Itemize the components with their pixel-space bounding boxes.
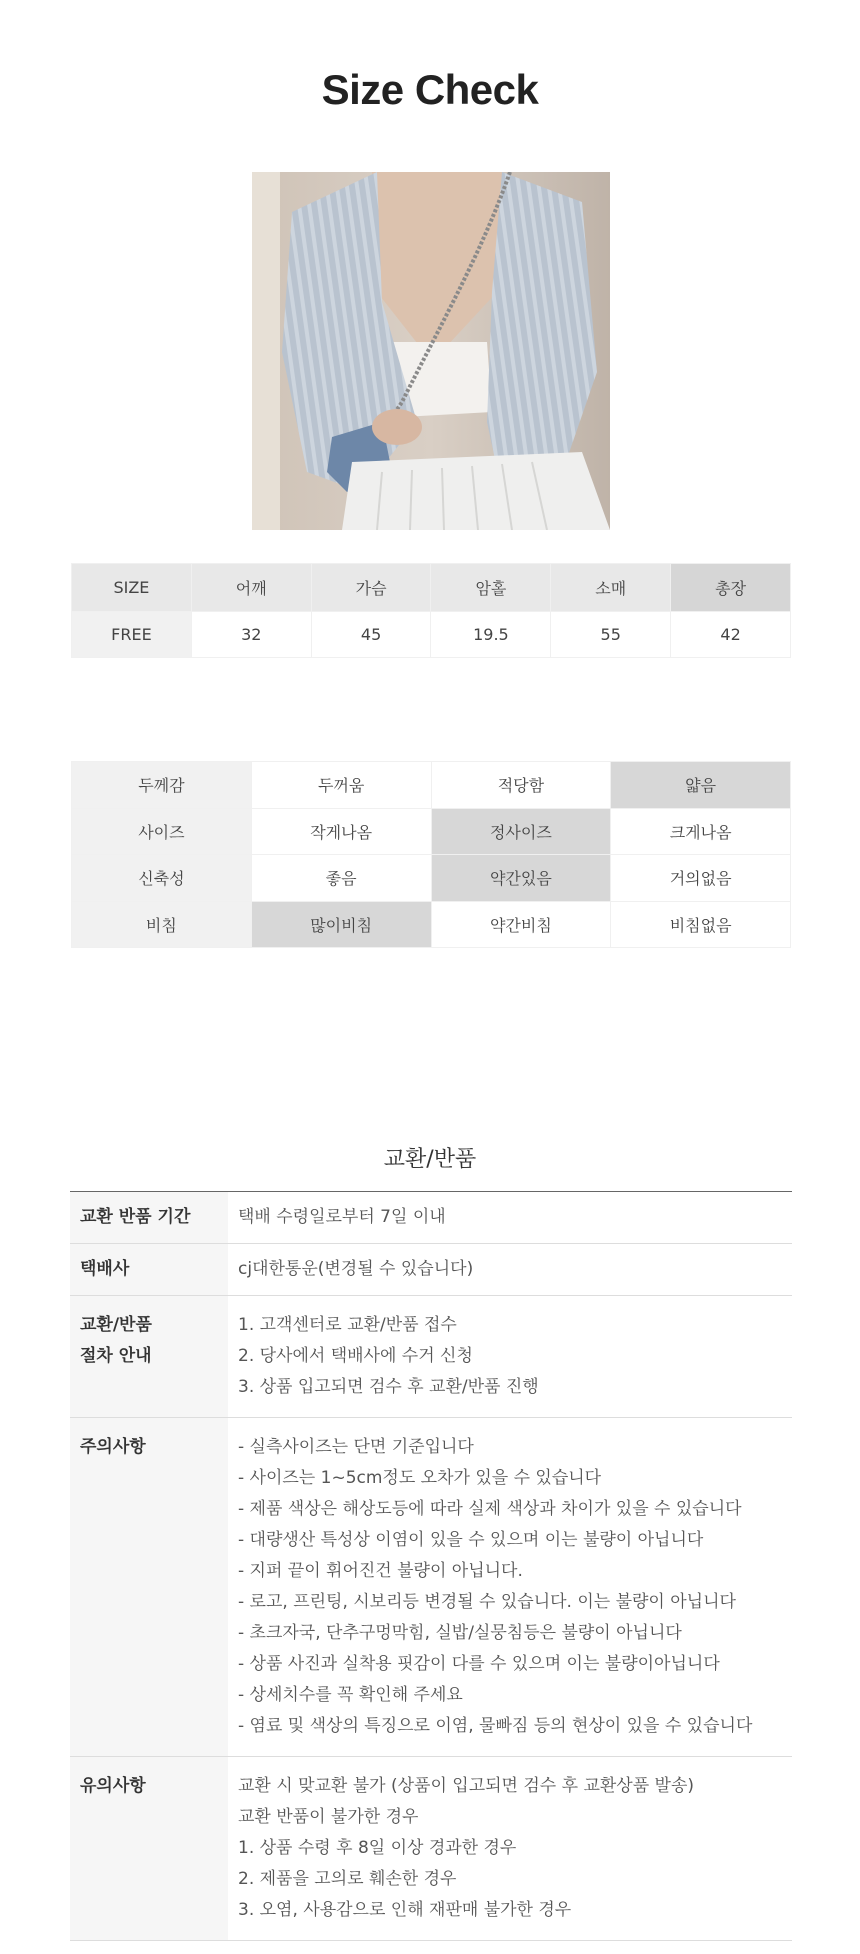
fit-label: 사이즈 [72, 808, 252, 855]
exchange-row-period [70, 1192, 792, 1244]
procedure-label-line: 절차 안내 [80, 1346, 152, 1366]
size-header-size: SIZE [72, 564, 192, 612]
notes-label: 유의사항 [70, 1757, 228, 1941]
fit-option: 비침없음 [611, 901, 791, 948]
fit-option-selected: 많이비침 [251, 901, 431, 948]
note-line: 교환 반품이 불가한 경우 [238, 1807, 419, 1827]
notes-list [228, 1757, 792, 1941]
fit-label: 두께감 [72, 762, 252, 809]
note-line: 2. 제품을 고의로 훼손한 경우 [238, 1869, 457, 1889]
fit-row-sheerness [72, 901, 791, 948]
size-header-length: 총장 [671, 564, 791, 612]
fit-option: 약간비침 [431, 901, 611, 948]
size-value-size: FREE [72, 612, 192, 658]
fit-option: 좋음 [251, 855, 431, 902]
period-value: 택배 수령일로부터 7일 이내 [228, 1192, 792, 1244]
size-value-chest: 45 [311, 612, 431, 658]
caution-line: - 실측사이즈는 단면 기준입니다 [238, 1437, 474, 1457]
fit-option-selected: 약간있음 [431, 855, 611, 902]
cautions-list [228, 1418, 792, 1757]
exchange-table [70, 1191, 792, 1941]
note-line: 교환 시 맞교환 불가 (상품이 입고되면 검수 후 교환상품 발송) [238, 1776, 695, 1796]
cautions-label: 주의사항 [70, 1418, 228, 1757]
fit-label: 신축성 [72, 855, 252, 902]
size-header-armhole: 암홀 [431, 564, 551, 612]
exchange-row-cautions [70, 1418, 792, 1757]
procedure-list [228, 1296, 792, 1418]
fit-option-selected: 얇음 [611, 762, 791, 809]
caution-line: - 사이즈는 1~5cm정도 오차가 있을 수 있습니다 [238, 1468, 602, 1488]
size-header-chest: 가슴 [311, 564, 431, 612]
size-table [71, 563, 791, 658]
page-title: Size Check [321, 66, 539, 113]
caution-line: - 로고, 프린팅, 시보리등 변경될 수 있습니다. 이는 불량이 아닙니다 [238, 1592, 736, 1612]
caution-line: - 제품 색상은 해상도등에 따라 실제 색상과 차이가 있을 수 있습니다 [238, 1499, 742, 1519]
caution-line: - 염료 및 색상의 특징으로 이염, 물빠짐 등의 현상이 있을 수 있습니다 [238, 1716, 753, 1736]
fit-row-size [72, 808, 791, 855]
size-header-sleeve: 소매 [551, 564, 671, 612]
fit-option: 두꺼움 [251, 762, 431, 809]
courier-label: 택배사 [70, 1244, 228, 1296]
caution-line: - 지퍼 끝이 휘어진건 불량이 아닙니다. [238, 1561, 523, 1581]
procedure-label [70, 1296, 228, 1418]
size-value-sleeve: 55 [551, 612, 671, 658]
fit-option: 적당함 [431, 762, 611, 809]
caution-line: - 상세치수를 꼭 확인해 주세요 [238, 1685, 463, 1705]
size-value-armhole: 19.5 [431, 612, 551, 658]
fit-table [71, 761, 791, 948]
caution-line: - 대량생산 특성상 이염이 있을 수 있으며 이는 불량이 아닙니다 [238, 1530, 704, 1550]
procedure-line: 2. 당사에서 택배사에 수거 신청 [238, 1346, 473, 1366]
period-label: 교환 반품 기간 [70, 1192, 228, 1244]
exchange-row-notes [70, 1757, 792, 1941]
fit-row-stretch [72, 855, 791, 902]
size-table-row [72, 612, 791, 658]
note-line: 1. 상품 수령 후 8일 이상 경과한 경우 [238, 1838, 517, 1858]
size-header-shoulder: 어깨 [191, 564, 311, 612]
size-value-shoulder: 32 [191, 612, 311, 658]
exchange-row-procedure [70, 1296, 792, 1418]
caution-line: - 초크자국, 단추구멍막힘, 실밥/실뭉침등은 불량이 아닙니다 [238, 1623, 682, 1643]
fit-row-thickness [72, 762, 791, 809]
exchange-title: 교환/반품 [383, 1147, 477, 1172]
procedure-line: 1. 고객센터로 교환/반품 접수 [238, 1315, 457, 1335]
note-line: 3. 오염, 사용감으로 인해 재판매 불가한 경우 [238, 1900, 572, 1920]
fit-option: 작게나옴 [251, 808, 431, 855]
procedure-line: 3. 상품 입고되면 검수 후 교환/반품 진행 [238, 1377, 539, 1397]
fit-option: 크게나옴 [611, 808, 791, 855]
fit-option: 거의없음 [611, 855, 791, 902]
courier-value: cj대한통운(변경될 수 있습니다) [228, 1244, 792, 1296]
fit-label: 비침 [72, 901, 252, 948]
procedure-label-line: 교환/반품 [80, 1315, 152, 1335]
fit-option-selected: 정사이즈 [431, 808, 611, 855]
exchange-row-courier [70, 1244, 792, 1296]
size-table-header-row [72, 564, 791, 612]
size-value-length: 42 [671, 612, 791, 658]
product-photo [252, 172, 610, 530]
caution-line: - 상품 사진과 실착용 핏감이 다를 수 있으며 이는 불량이아닙니다 [238, 1654, 720, 1674]
